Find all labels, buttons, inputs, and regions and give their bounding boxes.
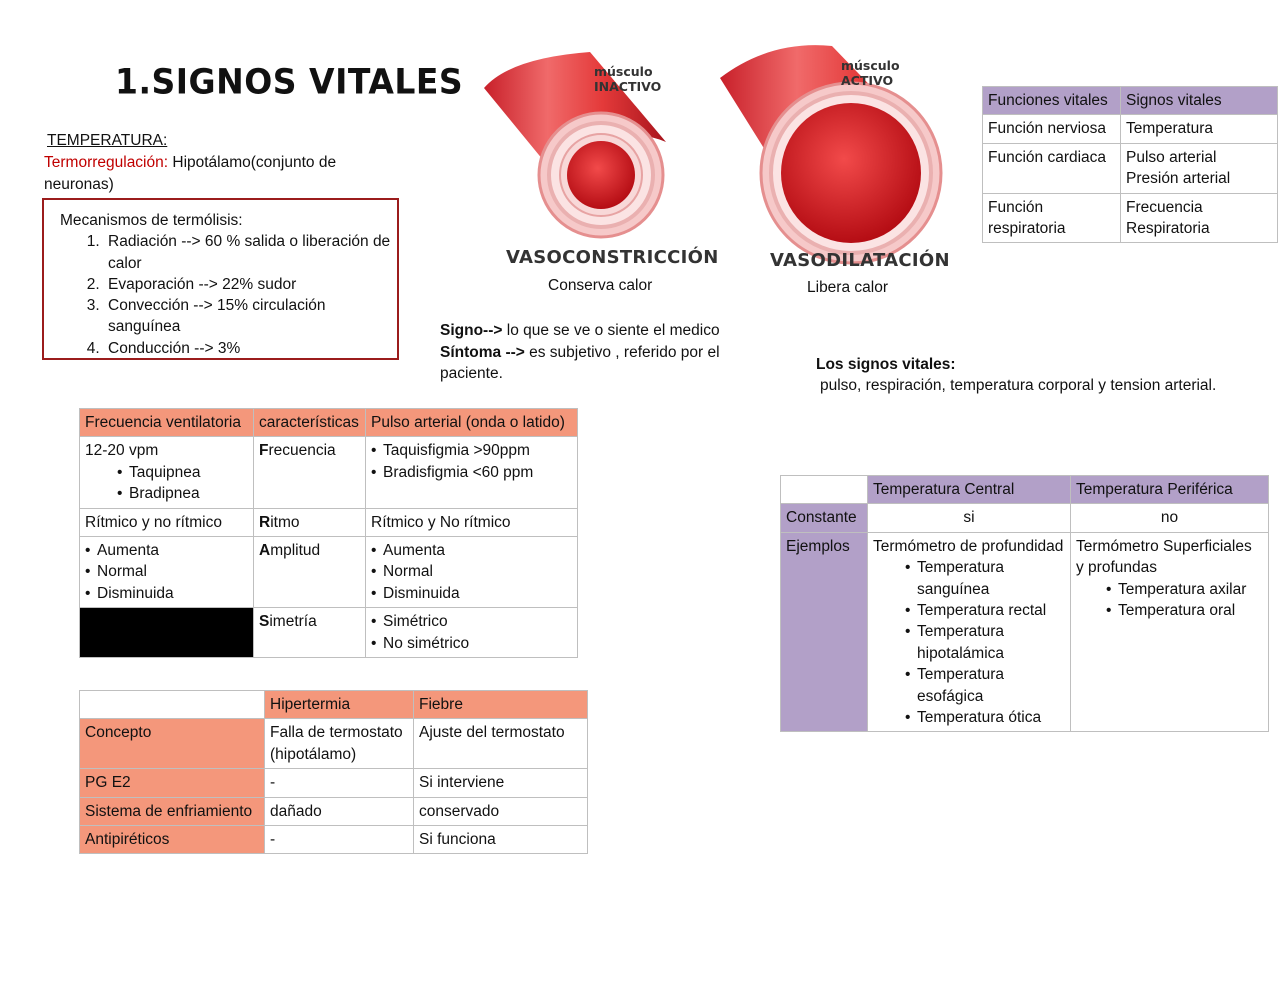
pulso-header-2: características (254, 409, 366, 437)
table-cell: Pulso arterial Presión arterial (1121, 143, 1278, 193)
cell-rest: imetría (269, 613, 317, 631)
pulso-frecuencia-list (371, 440, 572, 483)
right-muscle-label (841, 58, 900, 88)
table-cell: dañado (265, 797, 414, 825)
mecanismos-heading: Mecanismos de termólisis: (60, 212, 243, 229)
list-item: 4. Conducción --> 3% (104, 338, 397, 359)
row-label: Antipiréticos (80, 826, 265, 854)
list-item: • Normal (371, 561, 572, 582)
list-item: • Temperatura rectal (905, 600, 1065, 621)
table-cell: Si interviene (414, 769, 588, 797)
table-cell (366, 608, 578, 658)
amplitud-pulso-list (371, 540, 572, 604)
table-cell (80, 437, 254, 508)
sintoma-label: Síntoma --> (440, 343, 525, 361)
list-item: 2. Evaporación --> 22% sudor (104, 274, 397, 295)
page-title: 1.SIGNOS VITALES (115, 61, 464, 102)
table-cell: si (868, 504, 1071, 532)
funciones-table (982, 86, 1278, 243)
list-item: • Aumenta (85, 540, 248, 561)
list-item: 3. Convección --> 15% circulación sanguínea (104, 295, 397, 338)
table-cell (254, 537, 366, 608)
left-muscle-line1: músculo (594, 64, 653, 79)
temp-header-central: Temperatura Central (868, 476, 1071, 504)
fiebre-header-empty (80, 691, 265, 719)
fiebre-table (79, 690, 588, 854)
signo-text: lo que se ve o siente el medico (502, 322, 720, 339)
table-cell: Función respiratoria (983, 193, 1121, 243)
temp-header-periferica: Temperatura Periférica (1071, 476, 1269, 504)
table-cell: Falla de termostato (hipotálamo) (265, 719, 414, 769)
termorregulacion-desc: Hipotálamo(conjunto de neuronas) (44, 154, 337, 193)
list-item: • Temperatura oral (1106, 600, 1263, 621)
los-signos-heading: Los signos vitales: (816, 356, 956, 373)
vasodilatacion-label: VASODILATACIÓN (770, 250, 950, 271)
list-item: • Temperatura hipotalámica (905, 621, 1065, 664)
mecanismos-box (42, 198, 399, 360)
cell-rest: itmo (270, 513, 300, 531)
pulso-header-1: Frecuencia ventilatoria (80, 409, 254, 437)
list-item: 1. Radiación --> 60 % salida o liberación de calor (104, 231, 397, 274)
cell-initial: A (259, 542, 271, 560)
left-muscle-label (594, 64, 661, 94)
vasodilatacion-vessel (720, 45, 941, 263)
table-cell (254, 508, 366, 536)
list-item: • Temperatura ótica (905, 707, 1065, 728)
table-cell: - (265, 826, 414, 854)
row-label: Concepto (80, 719, 265, 769)
list-item: • Aumenta (371, 540, 572, 561)
row-label: PG E2 (80, 769, 265, 797)
central-main: Termómetro de profundidad (873, 537, 1064, 555)
row-label: Sistema de enfriamiento (80, 797, 265, 825)
libera-calor-caption: Libera calor (807, 279, 888, 296)
sintoma-line (440, 342, 740, 385)
table-cell: Función cardiaca (983, 143, 1121, 193)
table-cell: Rítmico y No rítmico (366, 508, 578, 536)
simetria-list (371, 611, 572, 654)
pulso-header-3: Pulso arterial (onda o latido) (366, 409, 578, 437)
list-item: • Bradipnea (117, 483, 248, 504)
conserva-calor-caption: Conserva calor (548, 277, 653, 294)
table-cell: Ajuste del termostato (414, 719, 588, 769)
funciones-header-1: Funciones vitales (983, 87, 1121, 115)
table-cell (254, 608, 366, 658)
left-muscle-line2: INACTIVO (594, 79, 662, 94)
list-item: • Bradisfigmia <60 ppm (371, 462, 572, 483)
list-item: • Simétrico (371, 611, 572, 632)
table-cell: - (265, 769, 414, 797)
los-signos-text: pulso, respiración, temperatura corporal y tension arterial. (820, 377, 1217, 394)
cell-rest: recuencia (268, 442, 336, 460)
periferica-main: Termómetro Superficiales y profundas (1076, 537, 1252, 577)
cell-initial: R (259, 513, 271, 531)
signo-sintoma-block (440, 320, 740, 385)
cell-initial: S (259, 613, 270, 631)
central-list (873, 557, 1065, 728)
list-item: • No simétrico (371, 633, 572, 654)
table-cell (80, 537, 254, 608)
list-item: • Disminuida (371, 583, 572, 604)
temperatura-heading: TEMPERATURA: (47, 132, 168, 149)
termorregulacion-text (44, 152, 384, 195)
fiebre-header-fiebre: Fiebre (414, 691, 588, 719)
table-cell: Temperatura (1121, 115, 1278, 143)
table-cell (868, 532, 1071, 732)
table-cell: no (1071, 504, 1269, 532)
temperatura-table (780, 475, 1269, 732)
frecuencia-vpm: 12-20 vpm (85, 442, 159, 460)
list-item: • Taquisfigmia >90ppm (371, 440, 572, 461)
table-cell: Si funciona (414, 826, 588, 854)
table-cell: Frecuencia Respiratoria (1121, 193, 1278, 243)
table-cell (366, 437, 578, 508)
frecuencia-list (85, 462, 248, 505)
funciones-header-2: Signos vitales (1121, 87, 1278, 115)
right-muscle-line2: ACTIVO (841, 73, 894, 88)
row-label: Constante (781, 504, 868, 532)
list-item: • Temperatura axilar (1106, 579, 1263, 600)
sintoma-text: es subjetivo , referido por el paciente. (440, 343, 720, 382)
pulso-table (79, 408, 578, 658)
temp-header-empty (781, 476, 868, 504)
cell-initial: F (259, 442, 269, 460)
right-muscle-line1: músculo (841, 58, 900, 73)
table-cell: conservado (414, 797, 588, 825)
list-item: • Temperatura sanguínea (905, 557, 1065, 600)
list-item: • Temperatura esofágica (905, 664, 1065, 707)
mecanismos-list (60, 231, 397, 359)
table-cell (1071, 532, 1269, 732)
table-cell (254, 437, 366, 508)
row-label: Ejemplos (781, 532, 868, 732)
list-item: • Normal (85, 561, 248, 582)
table-cell: Función nerviosa (983, 115, 1121, 143)
periferica-list (1076, 579, 1263, 622)
termorregulacion-label: Termorregulación: (44, 154, 169, 171)
fiebre-header-hipertermia: Hipertermia (265, 691, 414, 719)
signo-line (440, 320, 740, 342)
amplitud-vent-list (85, 540, 248, 604)
list-item: • Disminuida (85, 583, 248, 604)
signo-label: Signo--> (440, 322, 503, 339)
table-cell (366, 537, 578, 608)
cell-rest: mplitud (270, 542, 321, 560)
blacked-out-cell (80, 608, 254, 658)
table-cell: Rítmico y no rítmico (80, 508, 254, 536)
vasoconstriccion-label: VASOCONSTRICCIÓN (506, 247, 719, 268)
list-item: • Taquipnea (117, 462, 248, 483)
